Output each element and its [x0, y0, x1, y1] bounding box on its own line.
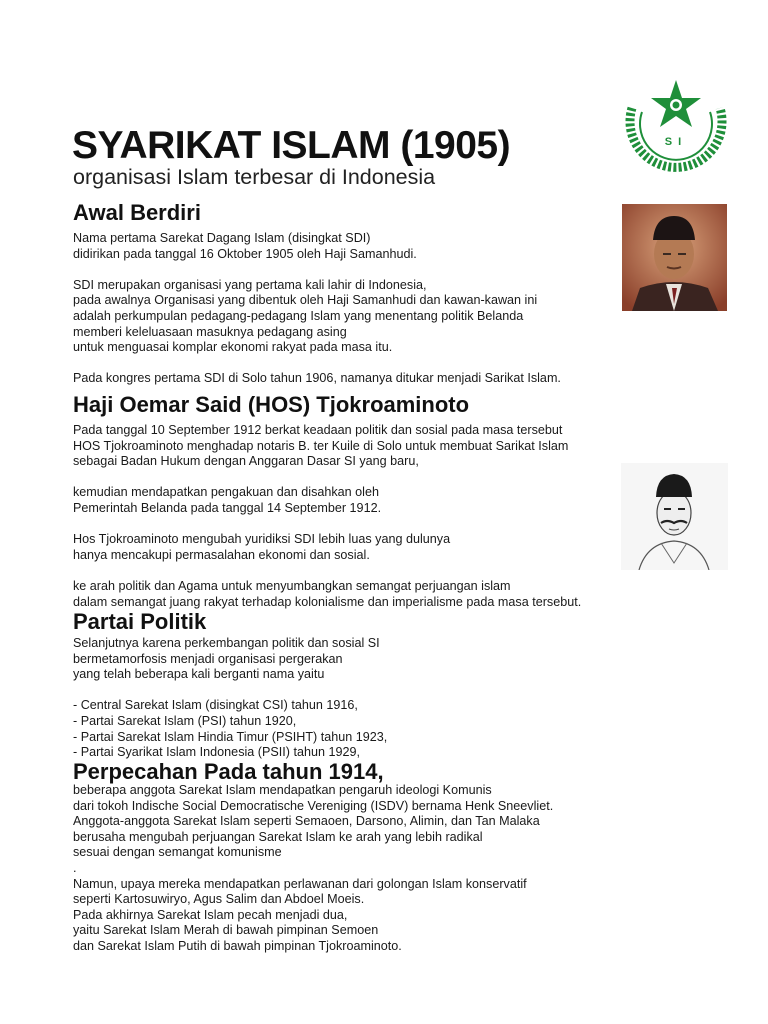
list-item: - Partai Sarekat Islam Hindia Timur (PSIHT) tahun 1923, — [73, 729, 388, 744]
page-title: SYARIKAT ISLAM (1905) — [72, 124, 511, 167]
para-awal-berdiri — [73, 231, 561, 387]
heading-partai-politik: Partai Politik — [73, 609, 207, 634]
text-line: memberi keleluasaan masuknya pedagang asing — [73, 324, 347, 339]
logo-text: SI — [664, 136, 688, 148]
tjokroaminoto-sketch — [621, 463, 728, 570]
text-line: HOS Tjokroaminoto menghadap notaris B. ter Kuile di Solo untuk membuat Sarikat Islam — [73, 438, 569, 453]
list-item: - Partai Sarekat Islam (PSI) tahun 1920, — [73, 713, 297, 728]
text-line: bermetamorfosis menjadi organisasi pergerakan — [73, 651, 343, 666]
crescent-star-icon — [620, 78, 732, 190]
text-line: Selanjutnya karena perkembangan politik dan sosial SI — [73, 636, 380, 650]
para-perpecahan — [73, 783, 553, 955]
si-logo — [620, 78, 732, 190]
heading-perpecahan: Perpecahan Pada tahun 1914, — [73, 759, 384, 784]
text-line: SDI merupakan organisasi yang pertama kali lahir di Indonesia, — [73, 277, 427, 292]
text-line: yang telah beberapa kali berganti nama yaitu — [73, 667, 325, 682]
text-line: kemudian mendapatkan pengakuan dan disahkan oleh — [73, 485, 379, 500]
list-item: - Partai Syarikat Islam Indonesia (PSII) tahun 1929, — [73, 745, 360, 760]
para-hos-tjokroaminoto — [73, 423, 581, 610]
text-line: berusaha mengubah perjuangan Sarekat Islam ke arah yang lebih radikal — [73, 829, 483, 844]
text-line: sebagai Badan Hukum dengan Anggaran Dasar SI yang baru, — [73, 454, 419, 469]
text-line: dalam semangat juang rakyat terhadap kolonialisme dan imperialisme pada masa tersebut. — [73, 594, 582, 609]
text-line: hanya mencakupi permasalahan ekonomi dan sosial. — [73, 547, 370, 562]
text-line: dan Sarekat Islam Putih di bawah pimpinan Tjokroaminoto. — [73, 938, 402, 953]
samanhudi-portrait — [622, 204, 727, 311]
list-item: - Central Sarekat Islam (disingkat CSI) tahun 1916, — [73, 698, 358, 713]
text-line: sesuai dengan semangat komunisme — [73, 845, 282, 860]
text-line: adalah perkumpulan pedagang-pedagang Islam yang menentang politik Belanda — [73, 308, 524, 323]
text-line: beberapa anggota Sarekat Islam mendapatkan pengaruh ideologi Komunis — [73, 783, 492, 797]
text-line: Pada kongres pertama SDI di Solo tahun 1906, namanya ditukar menjadi Sarikat Islam. — [73, 371, 561, 386]
text-line: Pada akhirnya Sarekat Islam pecah menjadi dua, — [73, 907, 348, 922]
text-line: dari tokoh Indische Social Democratische Vereniging (ISDV) bernama Henk Sneevliet. — [73, 798, 554, 813]
text-line: yaitu Sarekat Islam Merah di bawah pimpinan Semoen — [73, 923, 379, 938]
text-line: Nama pertama Sarekat Dagang Islam (disingkat SDI) — [73, 231, 371, 245]
text-line: . — [73, 860, 77, 875]
text-line: Namun, upaya mereka mendapatkan perlawanan dari golongan Islam konservatif — [73, 876, 527, 891]
text-line: Pada tanggal 10 September 1912 berkat keadaan politik dan sosial pada masa tersebut — [73, 423, 563, 437]
heading-awal-berdiri: Awal Berdiri — [73, 200, 201, 225]
text-line: didirikan pada tanggal 16 Oktober 1905 oleh Haji Samanhudi. — [73, 246, 417, 261]
text-line: pada awalnya Organisasi yang dibentuk oleh Haji Samanhudi dan kawan-kawan ini — [73, 293, 538, 308]
heading-hos-tjokroaminoto: Haji Oemar Said (HOS) Tjokroaminoto — [73, 392, 470, 417]
text-line: Anggota-anggota Sarekat Islam seperti Semaoen, Darsono, Alimin, dan Tan Malaka — [73, 814, 540, 829]
para-partai-politik — [73, 636, 387, 761]
text-line: Hos Tjokroaminoto mengubah yuridiksi SDI lebih luas yang dulunya — [73, 532, 451, 547]
text-line: ke arah politik dan Agama untuk menyumbangkan semangat perjuangan islam — [73, 578, 511, 593]
page-subtitle: organisasi Islam terbesar di Indonesia — [73, 165, 436, 189]
text-line: Pemerintah Belanda pada tanggal 14 September 1912. — [73, 500, 382, 515]
text-line: seperti Kartosuwiryo, Agus Salim dan Abdoel Moeis. — [73, 892, 365, 907]
text-line: untuk menguasai komplar ekonomi rakyat pada masa itu. — [73, 340, 393, 355]
